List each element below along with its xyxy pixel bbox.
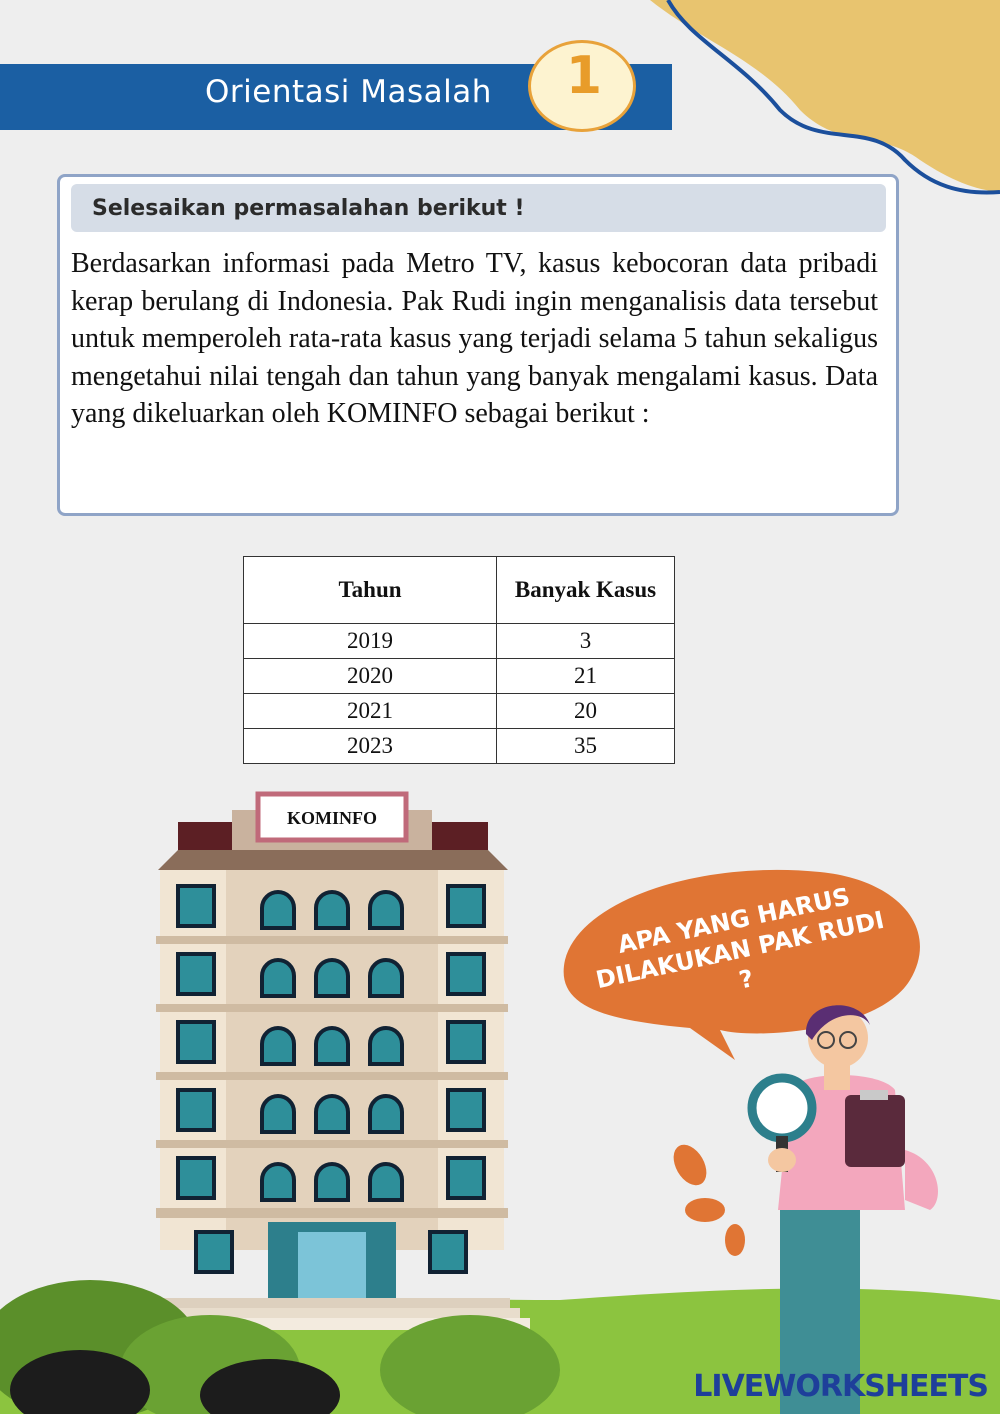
table-header-cases: Banyak Kasus (497, 557, 675, 624)
table-cell-year: 2020 (244, 659, 497, 694)
building-sign: KOMINFO (287, 807, 377, 828)
kominfo-building (140, 794, 530, 1330)
liveworksheets-logo: LIVEWORKSHEETS (693, 1369, 988, 1404)
speech-bubble-text: APA YANG HARUS DILAKUKAN PAK RUDI ? (593, 882, 887, 995)
case-data-table (243, 556, 675, 764)
table-cell-year: 2023 (244, 729, 497, 764)
table-row (244, 729, 675, 764)
illustration-scene (0, 780, 1000, 1414)
table-row (244, 624, 675, 659)
table-cell-cases: 21 (497, 659, 675, 694)
table-row (244, 659, 675, 694)
table-header-row (244, 557, 675, 624)
splash-drops (667, 1139, 745, 1256)
table-cell-cases: 3 (497, 624, 675, 659)
step-number: 1 (565, 46, 603, 106)
table-cell-cases: 20 (497, 694, 675, 729)
problem-text: Berdasarkan informasi pada Metro TV, kasus kebocoran data pribadi kerap berulang di Indonesia. Pak Rudi ingin menganalisis data tersebut untuk memperoleh rata-rata kasus yang terjadi selama 5 tahun sekaligus mengetahui nilai tengah dan tahun yang banyak mengalami kasus. Data yang dikeluarkan oleh KOMINFO sebagai berikut : (71, 248, 878, 429)
table-cell-year: 2021 (244, 694, 497, 729)
table-cell-year: 2019 (244, 624, 497, 659)
problem-heading: Selesaikan permasalahan berikut ! (92, 196, 525, 221)
table-row (244, 694, 675, 729)
table-header-year: Tahun (244, 557, 497, 624)
page-title: Orientasi Masalah (205, 74, 492, 110)
table-cell-cases: 35 (497, 729, 675, 764)
